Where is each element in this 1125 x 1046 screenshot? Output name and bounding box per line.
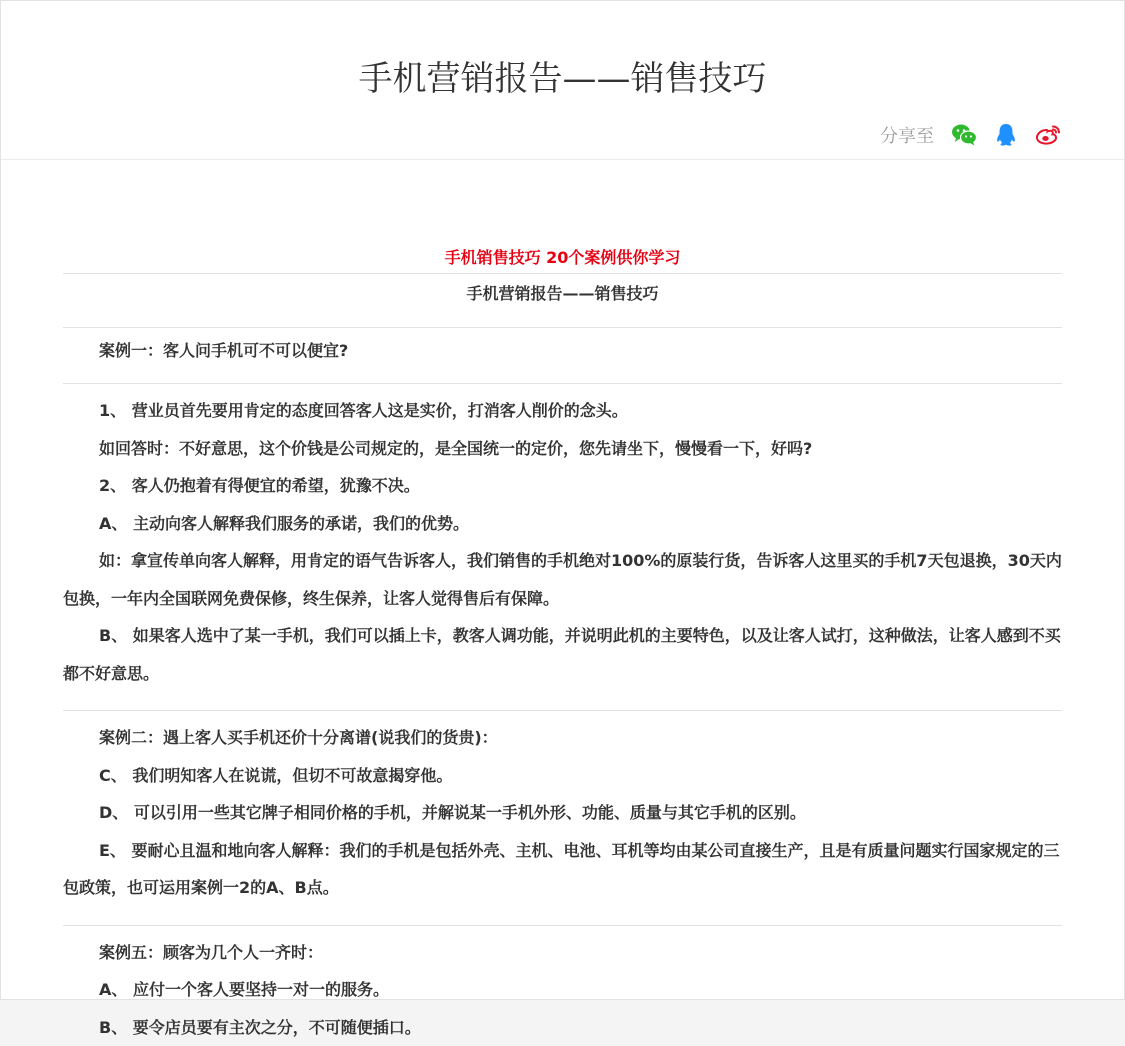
paragraph: D、 可以引用一些其它牌子相同价格的手机，并解说某一手机外形、功能、质量与其它手机的区别。: [63, 794, 1062, 832]
paragraph: B、 如果客人选中了某一手机，我们可以插上卡，教客人调功能，并说明此机的主要特色，以及让客人试打，这种做法，让客人感到不买都不好意思。: [63, 617, 1062, 692]
paragraph: E、 要耐心且温和地向客人解释：我们的手机是包括外壳、主机、电池、耳机等均由某公司直接生产，且是有质量问题实行国家规定的三包政策，也可运用案例一2的A、B点。: [63, 832, 1062, 907]
case5-heading: 案例五：顾客为几个人一齐时：: [63, 934, 1062, 972]
paragraph: C、 我们明知客人在说谎，但切不可故意揭穿他。: [63, 757, 1062, 795]
paragraph: 1、 营业员首先要用肯定的态度回答客人这是实价，打消客人削价的念头。: [63, 392, 1062, 430]
paragraph: 2、 客人仍抱着有得便宜的希望，犹豫不决。: [63, 467, 1062, 505]
paragraph: 如回答时：不好意思，这个价钱是公司规定的，是全国统一的定价，您先请坐下，慢慢看一下，好吗?: [63, 430, 1062, 468]
case2-heading: 案例二：遇上客人买手机还价十分离谱(说我们的货贵)：: [63, 719, 1062, 757]
article-subtitle: 手机营销报告——销售技巧: [63, 274, 1062, 327]
wechat-icon[interactable]: [950, 121, 978, 149]
case1-heading: 案例一：客人问手机可不可以便宜?: [63, 328, 1062, 383]
paragraph: B、 要令店员要有主次之分，不可随便插口。: [63, 1009, 1062, 1046]
share-bar: [880, 121, 1062, 149]
article-header: [1, 1, 1124, 160]
page-title: 手机营销报告——销售技巧: [1, 51, 1124, 100]
case5-section: [63, 926, 1062, 1046]
qq-icon[interactable]: [992, 121, 1020, 149]
paragraph: A、 应付一个客人要坚持一对一的服务。: [63, 971, 1062, 1009]
article-red-title: 手机销售技巧 20个案例供你学习: [63, 243, 1062, 273]
article-body: [1, 243, 1124, 1046]
share-label: 分享至: [880, 122, 934, 148]
weibo-icon[interactable]: [1034, 121, 1062, 149]
paragraph: 如：拿宣传单向客人解释，用肯定的语气告诉客人，我们销售的手机绝对100%的原装行货，告诉客人这里买的手机7天包退换，30天内包换，一年内全国联网免费保修，终生保养，让客人觉得售后有保障。: [63, 542, 1062, 617]
case2-section: [63, 711, 1062, 907]
case1-section: [63, 384, 1062, 692]
paragraph: A、 主动向客人解释我们服务的承诺，我们的优势。: [63, 505, 1062, 543]
